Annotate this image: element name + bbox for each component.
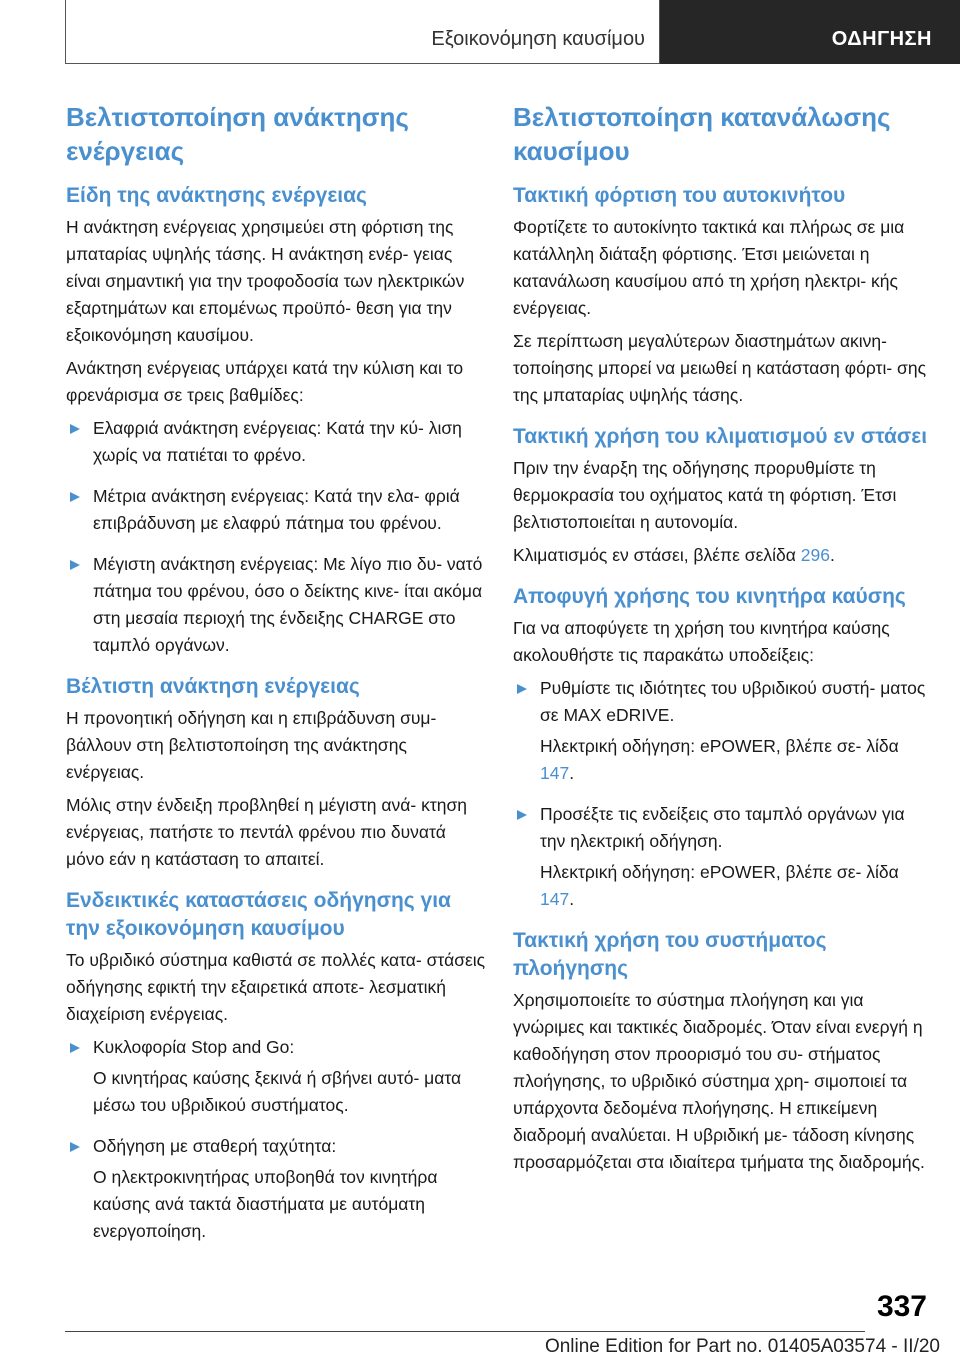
paragraph: Κλιματισμός εν στάσει, βλέπε σελίδα 296.: [513, 545, 835, 565]
bullet-list: [66, 1034, 486, 1245]
right-column: [513, 100, 933, 1182]
arrow-bullet-icon: [70, 1043, 80, 1053]
subheading-types: Είδη της ανάκτησης ενέργειας: [66, 184, 367, 207]
left-column: [66, 100, 486, 1259]
bullet-list: [66, 415, 486, 659]
paragraph: Μόλις στην ένδειξη προβληθεί η μέγιστη ανά- κτηση ενέργειας, πατήστε το πεντάλ φρένου πιο δυνατά μόνο εάν η κατάσταση το απαιτεί.: [66, 795, 468, 869]
paragraph: Σε περίπτωση μεγαλύτερων διαστημάτων ακινη- τοποίησης μπορεί να μειωθεί η κατάσταση φόρτι- σης της μπαταρίας υψηλής τάσης.: [513, 331, 927, 405]
list-item: Μέτρια ανάκτηση ενέργειας: Κατά την ελα- φριά επιβράδυνση με ελαφρύ πάτημα του φρένου.: [66, 483, 486, 537]
chapter-tab: [660, 0, 960, 64]
paragraph: Η προνοητική οδήγηση και η επιβράδυνση συμ- βάλλουν στη βελτιστοποίηση της ανάκτησης ενέργειας.: [66, 708, 437, 782]
paragraph: Η ανάκτηση ενέργειας χρησιμεύει στη φόρτιση της μπαταρίας υψηλής τάσης. Η ανάκτηση ενέρ- γειας είναι σημαντική για την τροφοδοσία των ηλεκτρικών εξαρτημάτων και επομένως προϋπό- θεση για την εξοικονόμηση καυσίμου.: [66, 217, 465, 345]
heading-fuel-optimization: Βελτιστοποίηση κατανάλωσης καυσίμου: [513, 102, 891, 166]
subheading-driving-situations: Ενδεικτικές καταστάσεις οδήγησης για την εξοικονόμηση καυσίμου: [66, 889, 451, 940]
page-link[interactable]: 147: [540, 889, 570, 909]
arrow-bullet-icon: [70, 424, 80, 434]
arrow-bullet-icon: [70, 1142, 80, 1152]
footer-divider: [65, 1331, 865, 1332]
footer-text: Online Edition for Part no. 01405A03574 - II/20: [544, 1336, 940, 1357]
page-link[interactable]: 147: [540, 763, 570, 783]
paragraph: Χρησιμοποιείτε το σύστημα πλοήγηση και για γνώριμες και τακτικές διαδρομές. Όταν είναι ενεργή η καθοδήγηση στον προορισμό του συ- στήματος πλοήγησης, το υβριδικό σύστημα χρη- σιμοποιεί τα υπάρχοντα δεδομένα πλοήγησης. Η επικείμενη διαδρομή αναλύεται. Η υβριδική με- τάδοση κίνησης προσαρμόζεται στα ιδιαίτερα τμήματα της διαδρομής.: [513, 990, 925, 1172]
subheading-climate: Τακτική χρήση του κλιματισμού εν στάσει: [513, 425, 928, 448]
list-item: Προσέξτε τις ενδείξεις στο ταμπλό οργάνων για την ηλεκτρική οδήγηση. Ηλεκτρική οδήγηση: ePOWER, βλέπε σε- λίδα 147.: [513, 801, 933, 913]
subheading-navigation: Τακτική χρήση του συστήματος πλοήγησης: [513, 929, 827, 980]
list-item: Οδήγηση με σταθερή ταχύτητα: Ο ηλεκτροκινητήρας υποβοηθά τον κινητήρα καύσης ανά τακτά διαστήματα με αυτόματη ενεργοποίηση.: [66, 1133, 486, 1245]
page-header: [65, 0, 960, 64]
subheading-avoid-engine: Αποφυγή χρήσης του κινητήρα καύσης: [513, 585, 906, 608]
list-item: Ελαφριά ανάκτηση ενέργειας: Κατά την κύ- λιση χωρίς να πατιέται το φρένο.: [66, 415, 486, 469]
paragraph: Το υβριδικό σύστημα καθιστά σε πολλές κατα- στάσεις οδήγησης εφικτή την εξαιρετικά αποτε- λεσματική διαχείριση ενέργειας.: [66, 950, 486, 1024]
list-item: Κυκλοφορία Stop and Go: Ο κινητήρας καύσης ξεκινά ή σβήνει αυτό- ματα μέσω του υβριδικού συστήματος.: [66, 1034, 486, 1119]
bullet-list: [513, 675, 933, 913]
paragraph: Ανάκτηση ενέργειας υπάρχει κατά την κύλιση και το φρενάρισμα σε τρεις βαθμίδες:: [66, 358, 464, 405]
arrow-bullet-icon: [517, 810, 527, 820]
paragraph: Φορτίζετε το αυτοκίνητο τακτικά και πλήρως σε μια κατάλληλη διάταξη φόρτισης. Έτσι μειώνεται η κατανάλωση καυσίμου από τη χρήση ηλεκτρι- κής ενέργειας.: [513, 217, 905, 318]
subheading-optimal: Βέλτιστη ανάκτηση ενέργειας: [66, 675, 360, 698]
heading-energy-recovery: Βελτιστοποίηση ανάκτησης ενέργειας: [66, 102, 409, 166]
page-link[interactable]: 296: [800, 545, 830, 565]
arrow-bullet-icon: [517, 684, 527, 694]
list-item: Ρυθμίστε τις ιδιότητες του υβριδικού συστή- ματος σε MAX eDRIVE. Ηλεκτρική οδήγηση: ePOWER, βλέπε σε- λίδα 147.: [513, 675, 933, 787]
arrow-bullet-icon: [70, 560, 80, 570]
arrow-bullet-icon: [70, 492, 80, 502]
section-title: Εξοικονόμηση καυσίμου: [431, 28, 645, 50]
subheading-charging: Τακτική φόρτιση του αυτοκινήτου: [513, 184, 846, 207]
section-title-tab: [65, 0, 660, 64]
chapter-title: ΟΔΗΓΗΣΗ: [831, 28, 932, 50]
page-number: 337: [876, 1290, 927, 1323]
paragraph: Για να αποφύγετε τη χρήση του κινητήρα καύσης ακολουθήστε τις παρακάτω υποδείξεις:: [513, 618, 890, 665]
list-item: Μέγιστη ανάκτηση ενέργειας: Με λίγο πιο δυ- νατό πάτημα του φρένου, όσο ο δείκτης κινε- ίται ακόμα στη μεσαία περιοχή της ένδειξης CHARGE στο ταμπλό οργάνων.: [66, 551, 486, 659]
paragraph: Πριν την έναρξη της οδήγησης προρυθμίστε τη θερμοκρασία του οχήματος κατά τη φόρτιση. Έτσι βελτιστοποιείται η αυτονομία.: [513, 458, 897, 532]
